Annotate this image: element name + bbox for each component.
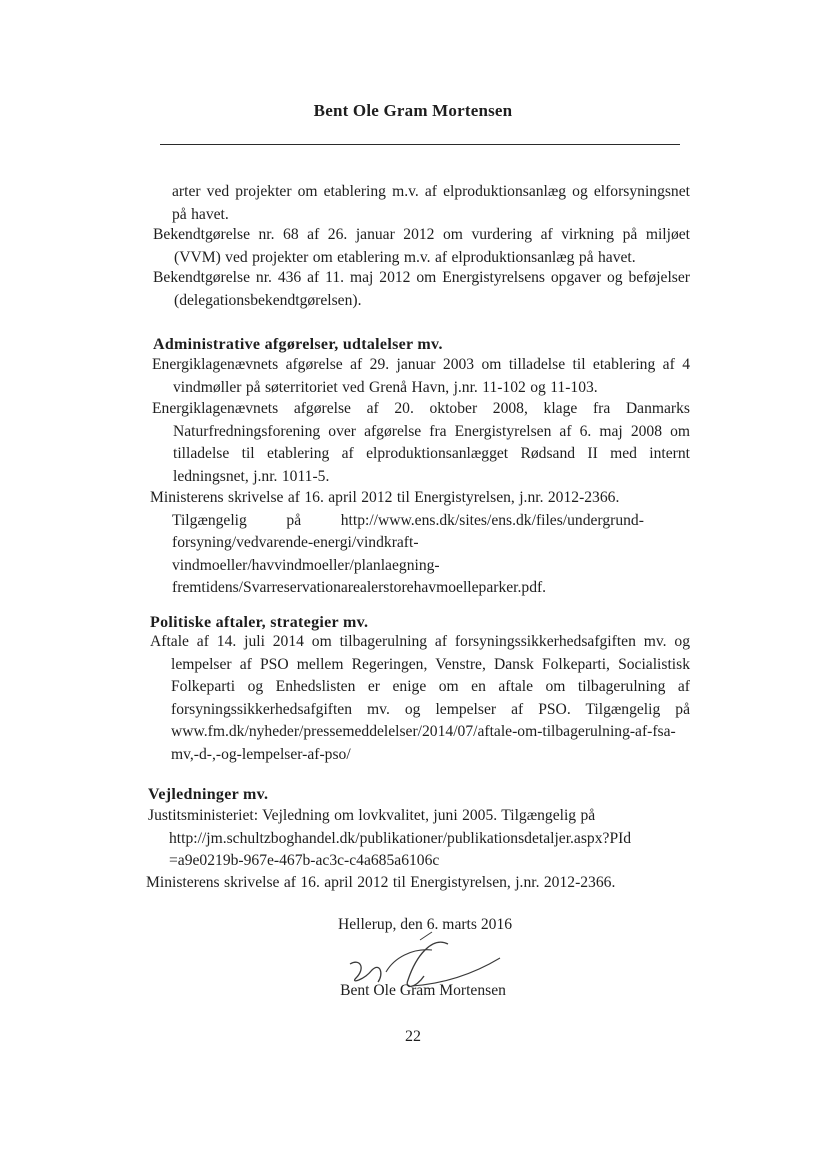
- law-entry-continued: arter ved projekter om etablering m.v. af elproduktionsanlæg og elforsyningsnet på havet.: [172, 183, 690, 223]
- law-entry: Bekendtgørelse nr. 68 af 26. januar 2012 om vurdering af virkning på miljøet (VVM) ved projekter om etablering m.v. af elproduktionsanlæg på havet.: [153, 226, 690, 266]
- ministry-letter-intro: Ministerens skrivelse af 16. april 2012 til Energistyrelsen, j.nr. 2012-2366.: [150, 489, 620, 506]
- ministry-letter-entry-2: Ministerens skrivelse af 16. april 2012 til Energistyrelsen, j.nr. 2012-2366.: [146, 874, 616, 891]
- url-part: forsyning/vedvarende-energi/vindkraft-: [172, 534, 419, 551]
- agreement-entry: Aftale af 14. juli 2014 om tilbagerulning af forsyningssikkerhedsafgiften mv. og lempelser af PSO mellem Regeringen, Venstre, Dansk Folkeparti, Socialistisk Folkeparti og Enhedslisten er enige om en aftale om tilbagerulning af forsyningssikkerhedsafgiften mv. og lempelser af PSO. Tilgængelig på www.fm.dk/nyheder/pressemeddelelser/2014/07/aftale-om-tilbagerulning-af-fsa-mv,-d-,-og-lempelser-af-pso/: [150, 633, 690, 763]
- page-header-title: Bent Ole Gram Mortensen: [313, 101, 513, 120]
- url-part: http://www.ens.dk/sites/ens.dk/files/undergrund-: [340, 511, 644, 529]
- section-heading-political: Politiske aftaler, strategier mv.: [150, 614, 369, 631]
- url-part: vindmoeller/havvindmoeller/planlaegning-: [172, 556, 440, 574]
- guidance-intro: Justitsministeriet: Vejledning om lovkvalitet, juni 2005. Tilgængelig på: [148, 807, 596, 824]
- signoff-place-date: Hellerup, den 6. marts 2016: [337, 916, 513, 933]
- decision-entry: Energiklagenævnets afgørelse af 20. oktober 2008, klage fra Danmarks Naturfredningsforening over afgørelse fra Energistyrelsen af 6. maj 2008 om tilladelse til etablering af elproduktionsanlægget Rødsand II med internt ledningsnet, j.nr. 1011-5.: [152, 400, 690, 485]
- guidance-url-line: =a9e0219b-967e-467b-ac3c-c4a685a6106c: [169, 852, 440, 869]
- decision-entry: Energiklagenævnets afgørelse af 29. januar 2003 om tilladelse til etablering af 4 vindmøller på søterritoriet ved Grenå Havn, j.nr. 11-102 og 11-103.: [152, 356, 690, 396]
- section-heading-guidance: Vejledninger mv.: [148, 786, 269, 803]
- url-part: fremtidens/Svarreservationarealerstorehavmoelleparker.pdf.: [172, 579, 547, 596]
- guidance-url-line: http://jm.schultzboghandel.dk/publikationer/publikationsdetaljer.aspx?PId: [169, 829, 632, 847]
- signoff-name: Bent Ole Gram Mortensen: [340, 982, 506, 999]
- section-heading-administrative: Administrative afgørelser, udtalelser mv.: [153, 336, 443, 353]
- ministry-letter-url-line: [172, 510, 690, 533]
- available-label: Tilgængelig: [172, 511, 247, 529]
- law-entry: Bekendtgørelse nr. 436 af 11. maj 2012 om Energistyrelsens opgaver og beføjelser (delegationsbekendtgørelsen).: [153, 269, 690, 309]
- at-label: på: [286, 511, 302, 529]
- page-number: 22: [405, 1028, 421, 1045]
- guidance-entry: [148, 805, 690, 873]
- ministry-letter-entry: [150, 487, 690, 600]
